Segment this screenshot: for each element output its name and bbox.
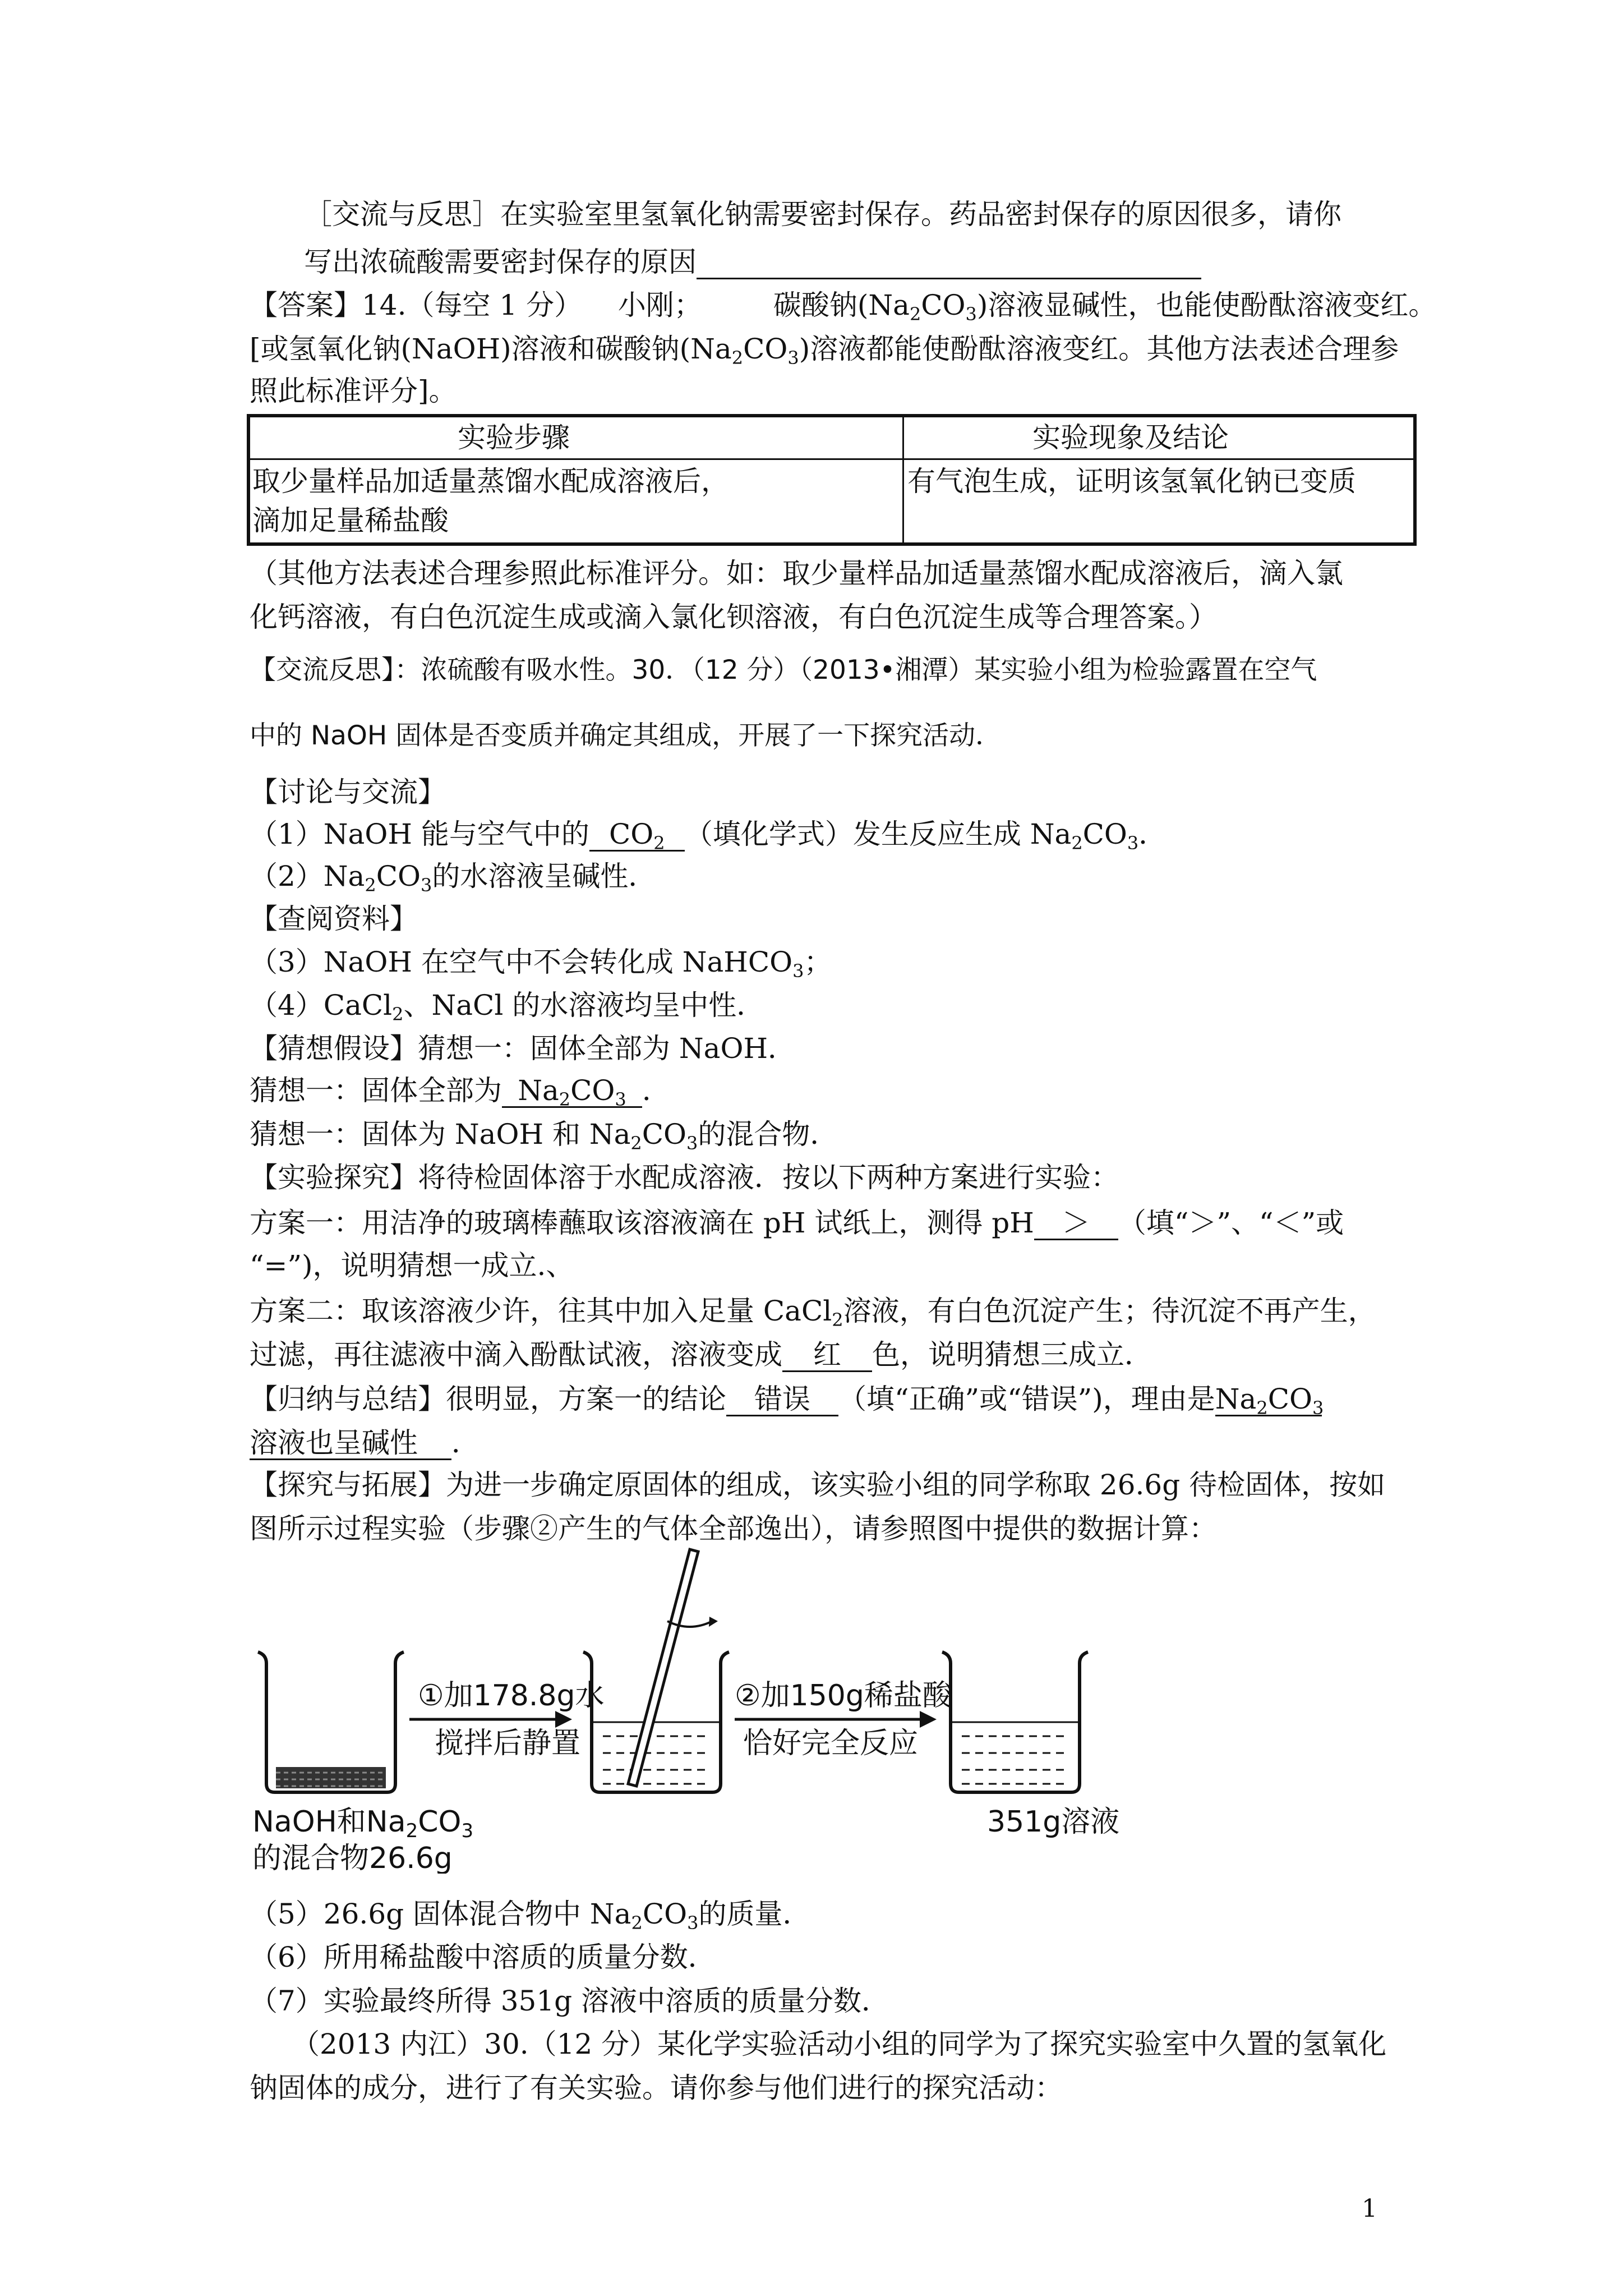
- discussion-q2: $(2)Na_2CO_3$的水溶液呈碱性．: [250, 860, 657, 896]
- mixture-label-line1: NaOH和Na2CO3: [252, 1805, 474, 1842]
- lookup-q3: （3）NaOH 在空气中不会转化成 NaHCO$_3$；: [250, 946, 832, 982]
- experiment-figure: [241, 1537, 1138, 1874]
- table-cell-result: 有气泡生成，证明该氢氧化钠已变质: [907, 465, 1356, 498]
- summary-answer1: 错误: [726, 1383, 838, 1416]
- plan2-line2: 过滤，再往滤液中滴入酚酞试液，溶液变成 红 色，说明猜想三成立．: [250, 1338, 1152, 1371]
- plan2-line1: 方案二：取该溶液少许，往其中加入足量 CaCl$_2$溶液，有白色沉淀产生；待沉淀不再产生，: [250, 1295, 1376, 1331]
- beaker-2: [583, 1549, 729, 1792]
- hypothesis-1: 【猜想假设】猜想一：固体全部为 NaOH．: [250, 1032, 796, 1065]
- section-experiment: 【实验探究】将待检固体溶于水配成溶液．按以下两种方案进行实验：: [250, 1161, 1119, 1194]
- beaker-3: [942, 1652, 1088, 1792]
- plan1-answer: ＞: [1034, 1207, 1118, 1240]
- mixture-label-line2: 的混合物26.6g: [252, 1842, 453, 1874]
- hypothesis-2: 猜想一：固体全部为 $Na_2CO_3$ ．: [250, 1074, 670, 1110]
- beaker-1: [258, 1652, 404, 1792]
- page-number: 1: [1362, 2194, 1377, 2223]
- neijiang-line1: （2013 内江）30.（12 分）某化学实验活动小组的同学为了探究实验室中久置的氢氧化: [292, 2028, 1387, 2060]
- plan1-line2: “=”)，说明猜想一成立.、: [250, 1249, 574, 1282]
- answer-blank: [697, 246, 1201, 279]
- step2-label-line2: 恰好完全反应: [743, 1727, 919, 1760]
- table-divider-vertical: [902, 417, 904, 542]
- q1-answer: $CO_2$: [589, 818, 685, 852]
- table-cell-step-line1: 取少量样品加适量蒸馏水配成溶液后，: [252, 465, 729, 498]
- summary-line1: 【归纳与总结】很明显，方案一的结论 错误 （填“正确”或“错误”)，理由是$Na_2CO_3$: [250, 1383, 1324, 1419]
- section-lookup: 【查阅资料】: [250, 903, 418, 935]
- solid-mixture: [276, 1767, 386, 1788]
- hypothesis-3: 猜想一：固体为 NaOH 和 $Na_2CO_3$的混合物．: [250, 1118, 838, 1154]
- h2-answer: $Na_2CO_3$: [502, 1075, 642, 1108]
- summary-line2: 溶液也呈碱性 ．: [250, 1427, 479, 1459]
- reflection-answer-line: 【交流反思】：浓硫酸有吸水性。30．（12 分）（2013•湘潭）某实验小组为检验露置在空气: [250, 655, 1317, 685]
- step1-label-line2: 搅拌后静置: [435, 1727, 581, 1760]
- reflection-question-line2: 写出浓硫酸需要密封保存的原因: [304, 244, 1201, 280]
- step1-label-line1: ①加178.8g水: [418, 1679, 605, 1713]
- step2-arrow: [735, 1679, 952, 1760]
- table-cell-step-line2: 滴加足量稀盐酸: [252, 504, 449, 537]
- summary-answer2-cont: 溶液也呈碱性: [250, 1427, 451, 1460]
- answer-line1: 【答案】14.（每空 1 分） 小刚； 碳酸钠$(Na_2CO_3)$溶液显碱性，也能使酚酞溶液变红。: [250, 289, 1437, 325]
- glass-rod: [628, 1549, 718, 1786]
- step1-arrow: [409, 1679, 605, 1760]
- question-5: （5）26.6g 固体混合物中 $Na_2CO_3$的质量．: [250, 1898, 811, 1934]
- step2-label-line1: ②加150g稀盐酸: [735, 1679, 952, 1713]
- note-line2: 化钙溶液，有白色沉淀生成或滴入氯化钡溶液，有白色沉淀生成等合理答案。）: [250, 601, 1217, 633]
- reflection-question-line1: ［交流与反思］在实验室里氢氧化钠需要密封保存。药品密封保存的原因很多，请你: [304, 198, 1341, 231]
- plan1-line1: 方案一：用洁净的玻璃棒蘸取该溶液滴在 pH 试纸上，测得 pH ＞ （填“＞”、“＜”或: [250, 1207, 1344, 1239]
- table-header-steps: 实验步骤: [458, 421, 570, 454]
- lookup-q4: （4）CaCl$_2$、NaCl 的水溶液均呈中性．: [250, 989, 765, 1025]
- discussion-q1: （1）NaOH 能与空气中的 $CO_2$ （填化学式）发生反应生成 $Na_2CO_3$．: [250, 818, 1167, 854]
- answer-line2: [或氢氧化钠(NaOH)溶液和碳酸钠$(Na_2CO_3)$溶液都能使酚酞溶液变红。其他方法表述合理参: [250, 333, 1399, 369]
- question-7: （7）实验最终所得 351g 溶液中溶质的质量分数．: [250, 1985, 890, 2017]
- table-header-results: 实验现象及结论: [1032, 421, 1229, 454]
- neijiang-line2: 钠固体的成分，进行了有关实验。请你参与他们进行的探究活动：: [250, 2072, 1063, 2104]
- answer-line3: 照此标准评分]。: [250, 375, 457, 407]
- question-6: （6）所用稀盐酸中溶质的质量分数．: [250, 1941, 716, 1973]
- intro-line: 中的 NaOH 固体是否变质并确定其组成，开展了一下探究活动．: [250, 720, 1002, 751]
- plan2-answer: 红: [782, 1339, 872, 1372]
- solution-label: 351g溶液: [987, 1805, 1120, 1839]
- extension-line2: 图所示过程实验（步骤②产生的气体全部逸出），请参照图中提供的数据计算：: [250, 1512, 1217, 1545]
- table-divider-horizontal: [250, 458, 1413, 460]
- answer-table: [247, 414, 1417, 546]
- section-discussion: 【讨论与交流】: [250, 776, 446, 808]
- note-line1: （其他方法表述合理参照此标准评分。如：取少量样品加适量蒸馏水配成溶液后，滴入氯: [250, 557, 1343, 590]
- summary-answer2: $Na_2CO_3$: [1215, 1383, 1324, 1419]
- extension-line1: 【探究与拓展】为进一步确定原固体的组成，该实验小组的同学称取 26.6g 待检固体，按如: [250, 1469, 1386, 1501]
